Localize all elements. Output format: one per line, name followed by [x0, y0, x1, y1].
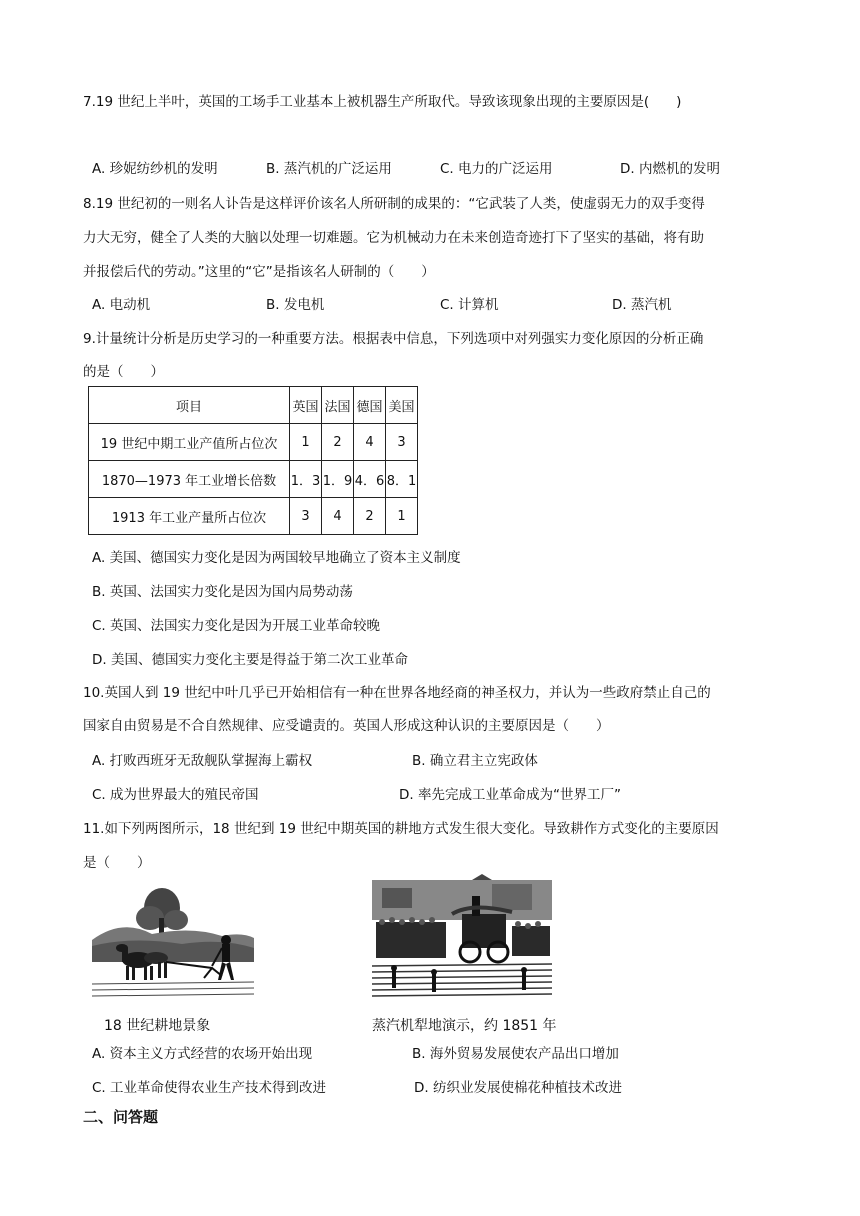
- table-cell: 4．6: [354, 461, 386, 498]
- q7-option-d: D. 内燃机的发明: [620, 161, 720, 177]
- q8-stem-line-3: 并报偿后代的劳动。”这里的“它”是指该名人研制的（ ）: [83, 264, 435, 280]
- table-cell: 1870—1973 年工业增长倍数: [89, 461, 290, 498]
- table-cell: 3: [386, 424, 418, 461]
- q10-stem-line-2: 国家自由贸易是不合自然规律、应受谴责的。英国人形成这种认识的主要原因是（ ）: [83, 718, 610, 734]
- table-header-row: [89, 387, 418, 424]
- table-cell: 19 世纪中期工业产值所占位次: [89, 424, 290, 461]
- q8-stem-line-2: 力大无穷，健全了人类的大脑以处理一切难题。它为机械动力在未来创造奇迹打下了坚实的基础，将有助: [83, 230, 704, 246]
- q8-stem-line-1: 8.19 世纪初的一则名人讣告是这样评价该名人所研制的成果的：“它武装了人类，使虚弱无力的双手变得: [83, 196, 705, 212]
- table-header-usa: 美国: [386, 387, 418, 424]
- table-cell: 4: [354, 424, 386, 461]
- q11-figure-2-caption: 蒸汽机犁地演示，约 1851 年: [372, 1018, 557, 1034]
- q10-stem-line-1: 10.英国人到 19 世纪中叶几乎已开始相信有一种在世界各地经商的神圣权力，并认为一些政府禁止自己的: [83, 685, 711, 701]
- q7-stem: 7.19 世纪上半叶，英国的工场手工业基本上被机器生产所取代。导致该现象出现的主要原因是( ): [83, 94, 682, 110]
- q9-option-b: B. 英国、法国实力变化是因为国内局势动荡: [92, 584, 353, 600]
- q11-option-b: B. 海外贸易发展使农产品出口增加: [412, 1046, 619, 1062]
- q11-option-a: A. 资本主义方式经营的农场开始出现: [92, 1046, 313, 1062]
- table-header-uk: 英国: [290, 387, 322, 424]
- q11-figure-1-caption: 18 世纪耕地景象: [104, 1018, 211, 1034]
- table-cell: 2: [354, 498, 386, 535]
- q10-option-a: A. 打败西班牙无敌舰队掌握海上霸权: [92, 753, 313, 769]
- table-cell: 1．9: [322, 461, 354, 498]
- q11-stem-line-1: 11.如下列两图所示，18 世纪到 19 世纪中期英国的耕地方式发生很大变化。导致耕作方式变化的主要原因: [83, 821, 719, 837]
- q11-stem-line-2: 是（ ）: [83, 855, 151, 871]
- q11-option-d: D. 纺织业发展使棉花种植技术改进: [414, 1080, 622, 1096]
- table-cell: 1: [386, 498, 418, 535]
- q9-option-d: D. 美国、德国实力变化主要是得益于第二次工业革命: [92, 652, 408, 668]
- steam-plough-engraving-image: [372, 874, 552, 1006]
- table-row: [89, 498, 418, 535]
- q8-option-a: A. 电动机: [92, 297, 151, 313]
- horse-plough-engraving-image: [92, 878, 254, 1002]
- table-header-item: 项目: [89, 387, 290, 424]
- q9-option-c: C. 英国、法国实力变化是因为开展工业革命较晚: [92, 618, 381, 634]
- table-row: [89, 424, 418, 461]
- q9-stem-line-1: 9.计量统计分析是历史学习的一种重要方法。根据表中信息，下列选项中对列强实力变化原因的分析正确: [83, 331, 704, 347]
- table-header-france: 法国: [322, 387, 354, 424]
- q10-option-c: C. 成为世界最大的殖民帝国: [92, 787, 259, 803]
- table-cell: 1: [290, 424, 322, 461]
- table-row: [89, 461, 418, 498]
- q9-statistics-table: [88, 386, 418, 535]
- table-cell: 4: [322, 498, 354, 535]
- q7-option-a: A. 珍妮纺纱机的发明: [92, 161, 218, 177]
- q9-stem-line-2: 的是（ ）: [83, 364, 164, 380]
- q7-option-c: C. 电力的广泛运用: [440, 161, 553, 177]
- table-cell: 8．1: [386, 461, 418, 498]
- table-header-germany: 德国: [354, 387, 386, 424]
- q9-option-a: A. 美国、德国实力变化是因为两国较早地确立了资本主义制度: [92, 550, 461, 566]
- table-cell: 3: [290, 498, 322, 535]
- q8-option-d: D. 蒸汽机: [612, 297, 672, 313]
- table-cell: 1913 年工业产量所占位次: [89, 498, 290, 535]
- q11-option-c: C. 工业革命使得农业生产技术得到改进: [92, 1080, 327, 1096]
- q8-option-b: B. 发电机: [266, 297, 325, 313]
- q10-option-d: D. 率先完成工业革命成为“世界工厂”: [399, 787, 621, 803]
- section-title: 二、问答题: [83, 1108, 159, 1126]
- q8-option-c: C. 计算机: [440, 297, 499, 313]
- table-cell: 2: [322, 424, 354, 461]
- q10-option-b: B. 确立君主立宪政体: [412, 753, 538, 769]
- q7-option-b: B. 蒸汽机的广泛运用: [266, 161, 392, 177]
- table-cell: 1．3: [290, 461, 322, 498]
